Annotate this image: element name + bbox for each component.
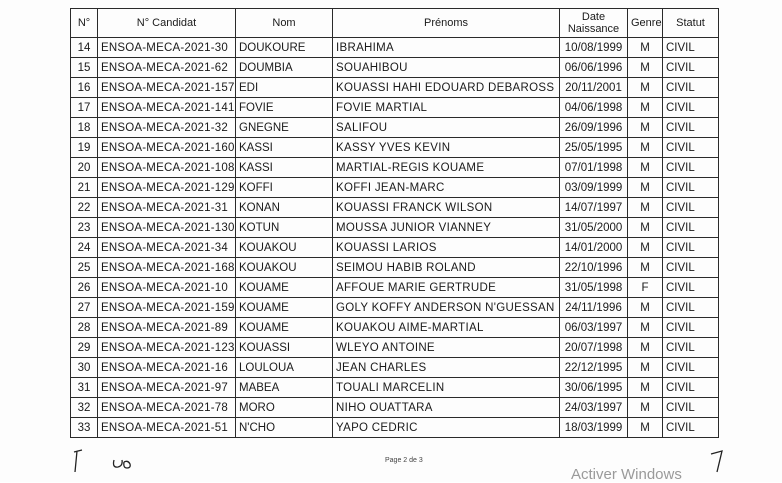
cell-nom: KOTUN bbox=[236, 218, 333, 238]
cell-statut: CIVIL bbox=[663, 58, 719, 78]
cell-nom: KOUAKOU bbox=[236, 258, 333, 278]
cell-statut: CIVIL bbox=[663, 78, 719, 98]
cell-num: 21 bbox=[71, 178, 98, 198]
cell-candidat: ENSOA-MECA-2021-97 bbox=[98, 378, 236, 398]
cell-prenoms: SEIMOU HABIB ROLAND bbox=[333, 258, 560, 278]
cell-date-naissance: 31/05/2000 bbox=[560, 218, 628, 238]
header-genre: Genre bbox=[628, 9, 663, 38]
cell-num: 24 bbox=[71, 238, 98, 258]
cell-prenoms: SALIFOU bbox=[333, 118, 560, 138]
cell-genre: M bbox=[628, 298, 663, 318]
cell-genre: M bbox=[628, 238, 663, 258]
cell-genre: F bbox=[628, 278, 663, 298]
cell-num: 14 bbox=[71, 38, 98, 58]
table-row bbox=[71, 78, 719, 98]
cell-candidat: ENSOA-MECA-2021-159 bbox=[98, 298, 236, 318]
cell-prenoms: SOUAHIBOU bbox=[333, 58, 560, 78]
cell-nom: N'CHO bbox=[236, 418, 333, 438]
cell-nom: FOVIE bbox=[236, 98, 333, 118]
cell-nom: MABEA bbox=[236, 378, 333, 398]
cell-num: 17 bbox=[71, 98, 98, 118]
cell-genre: M bbox=[628, 338, 663, 358]
header-date-line2: Naissance bbox=[567, 23, 620, 35]
table-row bbox=[71, 198, 719, 218]
cell-num: 32 bbox=[71, 398, 98, 418]
cell-candidat: ENSOA-MECA-2021-157 bbox=[98, 78, 236, 98]
cell-date-naissance: 22/10/1996 bbox=[560, 258, 628, 278]
cell-prenoms: JEAN CHARLES bbox=[333, 358, 560, 378]
cell-nom: DOUMBIA bbox=[236, 58, 333, 78]
cell-num: 18 bbox=[71, 118, 98, 138]
cell-prenoms: AFFOUE MARIE GERTRUDE bbox=[333, 278, 560, 298]
cell-num: 22 bbox=[71, 198, 98, 218]
table-row bbox=[71, 378, 719, 398]
cell-date-naissance: 20/07/1998 bbox=[560, 338, 628, 358]
cell-genre: M bbox=[628, 118, 663, 138]
cell-statut: CIVIL bbox=[663, 398, 719, 418]
cell-statut: CIVIL bbox=[663, 198, 719, 218]
cell-prenoms: KOUASSI LARIOS bbox=[333, 238, 560, 258]
cell-genre: M bbox=[628, 358, 663, 378]
cell-prenoms: IBRAHIMA bbox=[333, 38, 560, 58]
cell-date-naissance: 20/11/2001 bbox=[560, 78, 628, 98]
cell-genre: M bbox=[628, 158, 663, 178]
cell-prenoms: KOUASSI HAHI EDOUARD DEBAROSS bbox=[333, 78, 560, 98]
cell-statut: CIVIL bbox=[663, 138, 719, 158]
cell-date-naissance: 25/05/1995 bbox=[560, 138, 628, 158]
cell-prenoms: KOUAKOU AIME-MARTIAL bbox=[333, 318, 560, 338]
table-row bbox=[71, 218, 719, 238]
cell-candidat: ENSOA-MECA-2021-141 bbox=[98, 98, 236, 118]
cell-nom: KOUASSI bbox=[236, 338, 333, 358]
cell-num: 28 bbox=[71, 318, 98, 338]
cell-candidat: ENSOA-MECA-2021-108 bbox=[98, 158, 236, 178]
table-row bbox=[71, 278, 719, 298]
table-row bbox=[71, 238, 719, 258]
cell-candidat: ENSOA-MECA-2021-31 bbox=[98, 198, 236, 218]
cell-candidat: ENSOA-MECA-2021-89 bbox=[98, 318, 236, 338]
header-date-naissance bbox=[560, 9, 628, 38]
cell-nom: GNEGNE bbox=[236, 118, 333, 138]
cell-candidat: ENSOA-MECA-2021-123 bbox=[98, 338, 236, 358]
cell-genre: M bbox=[628, 58, 663, 78]
cell-candidat: ENSOA-MECA-2021-130 bbox=[98, 218, 236, 238]
cell-statut: CIVIL bbox=[663, 118, 719, 138]
cell-genre: M bbox=[628, 38, 663, 58]
cell-nom: KOFFI bbox=[236, 178, 333, 198]
cell-statut: CIVIL bbox=[663, 238, 719, 258]
cell-num: 29 bbox=[71, 338, 98, 358]
cell-date-naissance: 14/01/2000 bbox=[560, 238, 628, 258]
cell-candidat: ENSOA-MECA-2021-10 bbox=[98, 278, 236, 298]
cell-nom: KOUAME bbox=[236, 278, 333, 298]
cell-nom: KONAN bbox=[236, 198, 333, 218]
cell-num: 30 bbox=[71, 358, 98, 378]
cell-nom: LOULOUA bbox=[236, 358, 333, 378]
header-num: N° bbox=[71, 9, 98, 38]
cell-candidat: ENSOA-MECA-2021-160 bbox=[98, 138, 236, 158]
cell-nom: KOUAME bbox=[236, 298, 333, 318]
cell-prenoms: KOFFI JEAN-MARC bbox=[333, 178, 560, 198]
cell-genre: M bbox=[628, 258, 663, 278]
table-body bbox=[71, 38, 719, 438]
cell-candidat: ENSOA-MECA-2021-129 bbox=[98, 178, 236, 198]
table-row bbox=[71, 298, 719, 318]
header-prenoms: Prénoms bbox=[333, 9, 560, 38]
cell-candidat: ENSOA-MECA-2021-32 bbox=[98, 118, 236, 138]
cell-prenoms: KOUASSI FRANCK WILSON bbox=[333, 198, 560, 218]
cell-date-naissance: 18/03/1999 bbox=[560, 418, 628, 438]
cell-prenoms: MOUSSA JUNIOR VIANNEY bbox=[333, 218, 560, 238]
cell-num: 26 bbox=[71, 278, 98, 298]
cell-candidat: ENSOA-MECA-2021-62 bbox=[98, 58, 236, 78]
cell-num: 23 bbox=[71, 218, 98, 238]
cell-genre: M bbox=[628, 398, 663, 418]
cell-statut: CIVIL bbox=[663, 38, 719, 58]
candidate-table bbox=[70, 8, 719, 438]
cell-date-naissance: 06/03/1997 bbox=[560, 318, 628, 338]
cell-date-naissance: 24/03/1997 bbox=[560, 398, 628, 418]
cell-nom: MORO bbox=[236, 398, 333, 418]
cell-prenoms: TOUALI MARCELIN bbox=[333, 378, 560, 398]
page-number: Page 2 de 3 bbox=[385, 457, 423, 464]
cell-statut: CIVIL bbox=[663, 358, 719, 378]
cell-statut: CIVIL bbox=[663, 378, 719, 398]
cell-date-naissance: 31/05/1998 bbox=[560, 278, 628, 298]
cell-date-naissance: 30/06/1995 bbox=[560, 378, 628, 398]
cell-date-naissance: 26/09/1996 bbox=[560, 118, 628, 138]
cell-statut: CIVIL bbox=[663, 258, 719, 278]
cell-genre: M bbox=[628, 138, 663, 158]
table-row bbox=[71, 258, 719, 278]
table-row bbox=[71, 38, 719, 58]
cell-date-naissance: 22/12/1995 bbox=[560, 358, 628, 378]
cell-statut: CIVIL bbox=[663, 278, 719, 298]
cell-statut: CIVIL bbox=[663, 98, 719, 118]
cell-num: 33 bbox=[71, 418, 98, 438]
cell-num: 16 bbox=[71, 78, 98, 98]
cell-genre: M bbox=[628, 318, 663, 338]
cell-genre: M bbox=[628, 198, 663, 218]
cell-num: 19 bbox=[71, 138, 98, 158]
cell-candidat: ENSOA-MECA-2021-30 bbox=[98, 38, 236, 58]
table-row bbox=[71, 358, 719, 378]
cell-date-naissance: 03/09/1999 bbox=[560, 178, 628, 198]
cell-statut: CIVIL bbox=[663, 338, 719, 358]
handwritten-corner-mark bbox=[708, 446, 728, 476]
cell-nom: KASSI bbox=[236, 158, 333, 178]
cell-num: 25 bbox=[71, 258, 98, 278]
cell-nom: EDI bbox=[236, 78, 333, 98]
cell-date-naissance: 14/07/1997 bbox=[560, 198, 628, 218]
cell-date-naissance: 24/11/1996 bbox=[560, 298, 628, 318]
table-row bbox=[71, 338, 719, 358]
cell-prenoms: WLEYO ANTOINE bbox=[333, 338, 560, 358]
table-row bbox=[71, 158, 719, 178]
cell-date-naissance: 06/06/1996 bbox=[560, 58, 628, 78]
table-row bbox=[71, 118, 719, 138]
cell-statut: CIVIL bbox=[663, 218, 719, 238]
cell-nom: KOUAKOU bbox=[236, 238, 333, 258]
table-row bbox=[71, 178, 719, 198]
cell-statut: CIVIL bbox=[663, 318, 719, 338]
cell-nom: KASSI bbox=[236, 138, 333, 158]
cell-genre: M bbox=[628, 78, 663, 98]
table-header-row bbox=[71, 9, 719, 38]
cell-genre: M bbox=[628, 218, 663, 238]
cell-candidat: ENSOA-MECA-2021-168 bbox=[98, 258, 236, 278]
cell-candidat: ENSOA-MECA-2021-16 bbox=[98, 358, 236, 378]
cell-statut: CIVIL bbox=[663, 178, 719, 198]
cell-date-naissance: 07/01/1998 bbox=[560, 158, 628, 178]
cell-prenoms: FOVIE MARTIAL bbox=[333, 98, 560, 118]
header-nom: Nom bbox=[236, 9, 333, 38]
cell-candidat: ENSOA-MECA-2021-34 bbox=[98, 238, 236, 258]
cell-date-naissance: 04/06/1998 bbox=[560, 98, 628, 118]
cell-prenoms: KASSY YVES KEVIN bbox=[333, 138, 560, 158]
cell-num: 27 bbox=[71, 298, 98, 318]
cell-genre: M bbox=[628, 98, 663, 118]
header-candidat: N° Candidat bbox=[98, 9, 236, 38]
header-statut: Statut bbox=[663, 9, 719, 38]
cell-prenoms: YAPO CEDRIC bbox=[333, 418, 560, 438]
cell-statut: CIVIL bbox=[663, 158, 719, 178]
cell-genre: M bbox=[628, 178, 663, 198]
cell-num: 20 bbox=[71, 158, 98, 178]
table-row bbox=[71, 138, 719, 158]
cell-statut: CIVIL bbox=[663, 298, 719, 318]
cell-prenoms: MARTIAL-REGIS KOUAME bbox=[333, 158, 560, 178]
cell-date-naissance: 10/08/1999 bbox=[560, 38, 628, 58]
cell-nom: KOUAME bbox=[236, 318, 333, 338]
cell-statut: CIVIL bbox=[663, 418, 719, 438]
cell-genre: M bbox=[628, 418, 663, 438]
table-row bbox=[71, 58, 719, 78]
cell-genre: M bbox=[628, 378, 663, 398]
cell-candidat: ENSOA-MECA-2021-51 bbox=[98, 418, 236, 438]
header-date-line1: Date bbox=[581, 11, 606, 23]
handwritten-initials-mark bbox=[68, 446, 148, 476]
cell-num: 31 bbox=[71, 378, 98, 398]
cell-nom: DOUKOURE bbox=[236, 38, 333, 58]
table-row bbox=[71, 398, 719, 418]
table-row bbox=[71, 318, 719, 338]
activation-watermark: Activer Windows bbox=[571, 466, 682, 483]
cell-prenoms: NIHO OUATTARA bbox=[333, 398, 560, 418]
cell-num: 15 bbox=[71, 58, 98, 78]
table-row bbox=[71, 98, 719, 118]
cell-candidat: ENSOA-MECA-2021-78 bbox=[98, 398, 236, 418]
cell-prenoms: GOLY KOFFY ANDERSON N'GUESSAN bbox=[333, 298, 560, 318]
table-row bbox=[71, 418, 719, 438]
